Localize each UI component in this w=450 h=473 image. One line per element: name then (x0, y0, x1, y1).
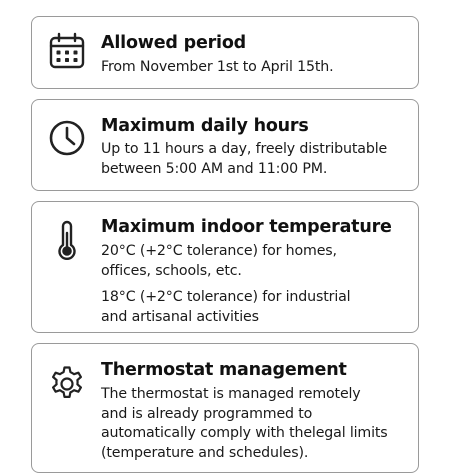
temperature-industrial-line: 18°C (+2°C tolerance) for industrial (101, 289, 351, 305)
thermostat-management-body (101, 359, 410, 463)
max-indoor-temperature-card (31, 201, 419, 333)
allowed-period-text (101, 58, 333, 78)
max-daily-hours-line: Up to 11 hours a day, freely distributable (101, 141, 388, 157)
temperature-homes-line: 20°C (+2°C tolerance) for homes, (101, 243, 337, 259)
allowed-period-line: From November 1st to April 15th. (101, 59, 334, 75)
temperature-industrial-text (101, 288, 410, 327)
max-daily-hours-line: between 5:00 AM and 11:00 PM. (101, 160, 328, 177)
max-daily-hours-body (101, 115, 410, 179)
temperature-homes-line: offices, schools, etc. (101, 262, 242, 279)
temperature-industrial-line: and artisanal activities (101, 308, 259, 325)
thermostat-management-line: The thermostat is managed remotely (101, 386, 361, 402)
thermostat-management-title: Thermostat management (101, 360, 347, 380)
gear-icon (47, 364, 87, 404)
clock-icon (47, 118, 87, 158)
max-daily-hours-text (101, 140, 410, 179)
thermostat-management-line: and is already programmed to (101, 405, 313, 422)
thermostat-management-line: automatically comply with thelegal limits (101, 425, 388, 441)
thermostat-management-card (31, 343, 419, 473)
max-daily-hours-card (31, 99, 419, 191)
thermostat-management-text (101, 385, 410, 463)
thermometer-icon (47, 220, 87, 260)
allowed-period-title: Allowed period (101, 33, 246, 53)
max-indoor-temperature-body (101, 216, 410, 327)
calendar-icon (47, 31, 87, 71)
max-daily-hours-title: Maximum daily hours (101, 116, 309, 136)
temperature-homes-text (101, 242, 410, 281)
max-indoor-temperature-title: Maximum indoor temperature (101, 217, 392, 237)
thermostat-management-line: (temperature and schedules). (101, 444, 309, 461)
allowed-period-card (31, 16, 419, 89)
